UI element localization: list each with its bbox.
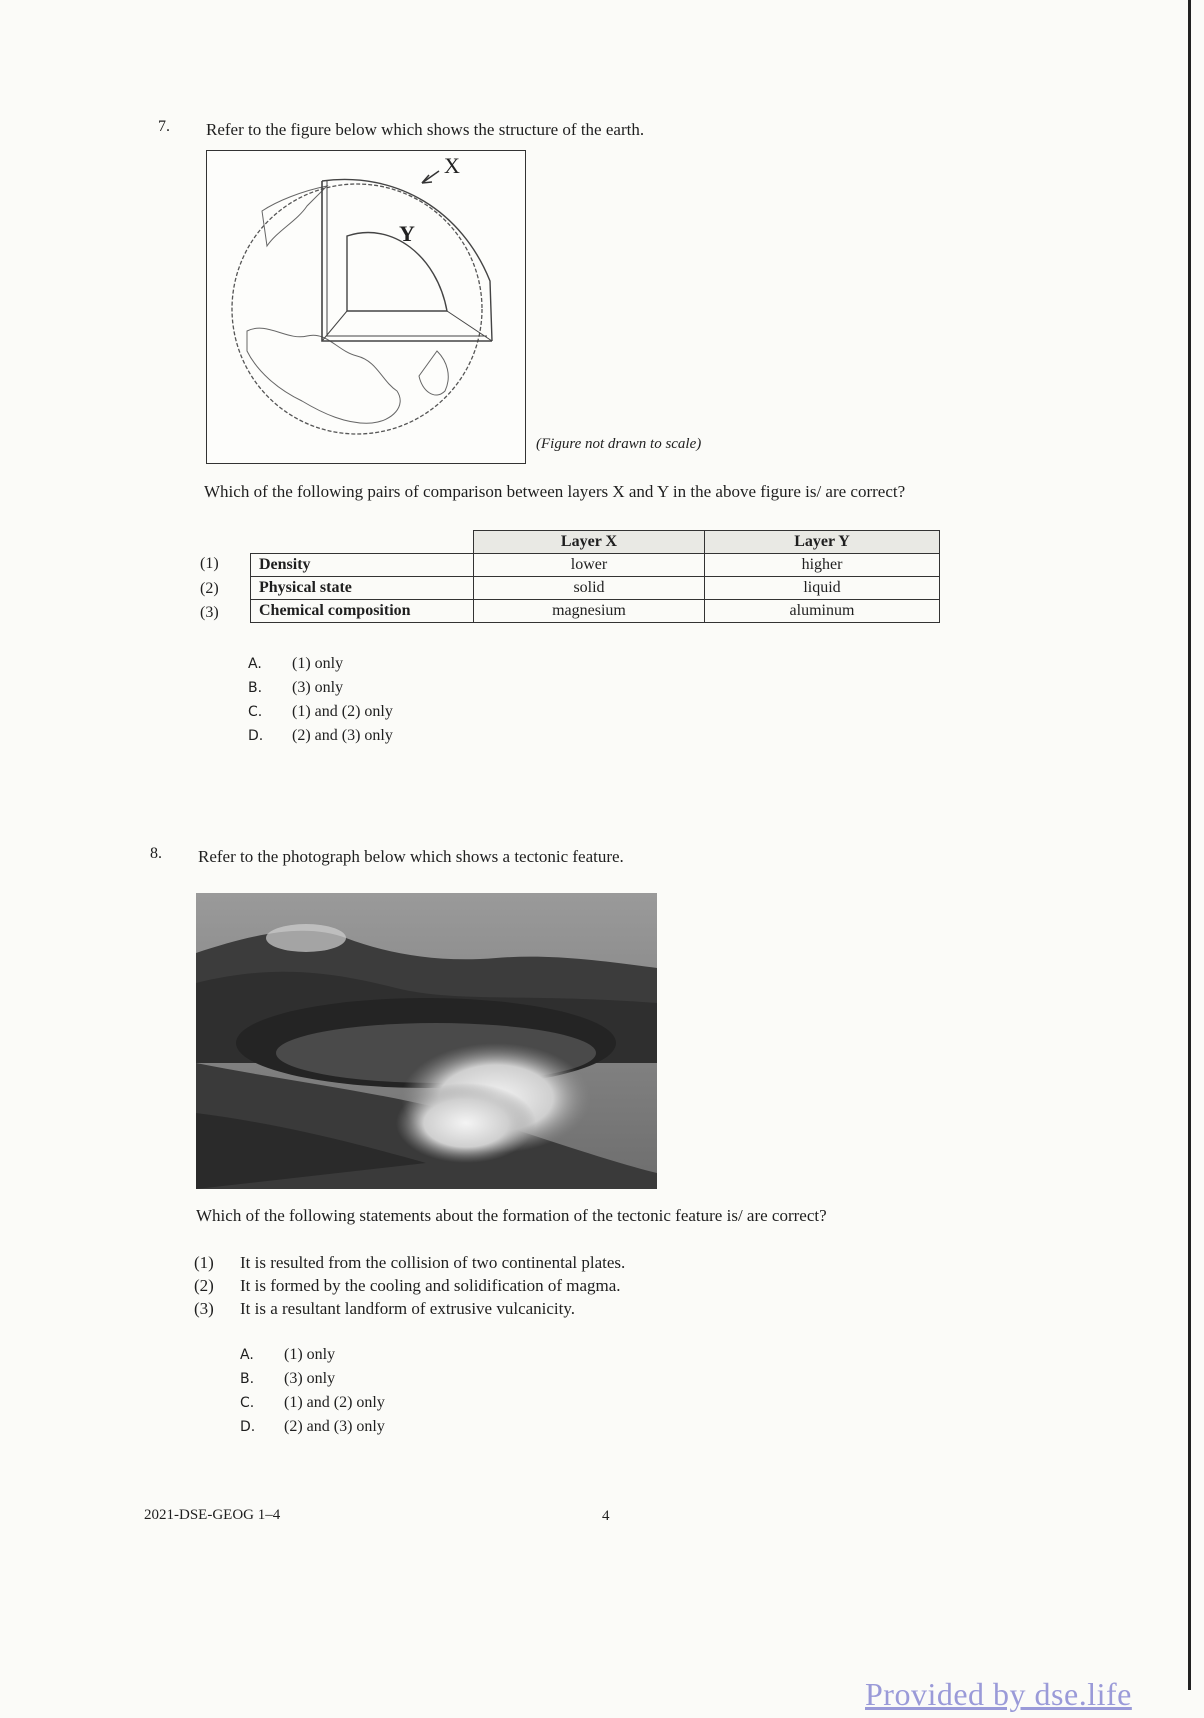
volcano-photo-art [196,893,657,1189]
option-letter: D. [240,1419,256,1435]
statement-num: (1) [194,1253,214,1272]
option-text: (1) and (2) only [284,1394,385,1411]
tectonic-feature-photo [196,893,657,1189]
page-number: 4 [602,1508,610,1524]
option-letter: C. [240,1395,255,1411]
label-x: X [444,153,460,178]
q7-stem: Refer to the figure below which shows the structure of the earth. [206,120,645,139]
property-cell: Density [251,554,474,577]
option-letter: A. [240,1347,254,1363]
option-c[interactable] [248,703,393,727]
option-a[interactable] [240,1346,385,1370]
layer-y-cell: liquid [705,577,940,600]
option-letter: D. [248,728,264,744]
table-row [251,577,940,600]
header-layer-x: Layer X [474,531,705,554]
row-label-2: (2) [200,580,219,597]
header-layer-y: Layer Y [705,531,940,554]
property-cell: Physical state [251,577,474,600]
option-text: (1) and (2) only [292,703,393,720]
earth-structure-figure [206,150,526,464]
option-d[interactable] [248,727,393,751]
option-text: (2) and (3) only [284,1418,385,1435]
scan-edge-line [1188,0,1191,1690]
option-text: (1) only [292,655,344,672]
statement-num: (2) [194,1276,214,1295]
layer-y-cell: higher [705,554,940,577]
q8-statements [194,1253,625,1322]
statement-text: It is formed by the cooling and solidification of magma. [240,1276,621,1295]
q7-number: 7. [158,118,170,135]
option-text: (3) only [284,1370,336,1387]
option-c[interactable] [240,1394,385,1418]
statement-text: It is a resultant landform of extrusive vulcanicity. [240,1299,576,1318]
option-b[interactable] [248,679,393,703]
label-y: Y [399,221,415,246]
watermark-link[interactable]: Provided by dse.life [865,1676,1132,1712]
option-letter: B. [248,680,263,696]
figure-caption: (Figure not drawn to scale) [536,436,702,452]
q8-options [240,1346,385,1442]
option-text: (3) only [292,679,344,696]
option-text: (2) and (3) only [292,727,393,744]
q8-question: Which of the following statements about the formation of the tectonic feature is/ are correct? [196,1206,827,1225]
q8-number: 8. [150,845,162,862]
statement-num: (3) [194,1299,214,1318]
row-label-1: (1) [200,555,219,572]
option-a[interactable] [248,655,393,679]
q7-question: Which of the following pairs of comparison between layers X and Y in the above figure is/ are correct? [204,482,906,501]
statement-2 [194,1276,625,1299]
option-text: (1) only [284,1346,336,1363]
layer-x-cell: solid [474,577,705,600]
table-row [251,554,940,577]
q7-options [248,655,393,751]
option-letter: B. [240,1371,255,1387]
statement-text: It is resulted from the collision of two continental plates. [240,1253,626,1272]
table-row [251,600,940,623]
comparison-table [250,530,940,623]
table-header-row [251,531,940,554]
row-label-3: (3) [200,604,219,621]
option-letter: C. [248,704,263,720]
layer-y-cell: aluminum [705,600,940,623]
earth-structure-diagram [207,151,525,463]
option-d[interactable] [240,1418,385,1442]
layer-x-cell: magnesium [474,600,705,623]
layer-x-cell: lower [474,554,705,577]
q8-stem: Refer to the photograph below which shows a tectonic feature. [198,847,624,866]
table-corner [251,531,474,554]
statement-1 [194,1253,625,1276]
property-cell: Chemical composition [251,600,474,623]
option-b[interactable] [240,1370,385,1394]
option-letter: A. [248,656,262,672]
exam-code: 2021-DSE-GEOG 1–4 [144,1507,281,1523]
statement-3 [194,1299,625,1322]
